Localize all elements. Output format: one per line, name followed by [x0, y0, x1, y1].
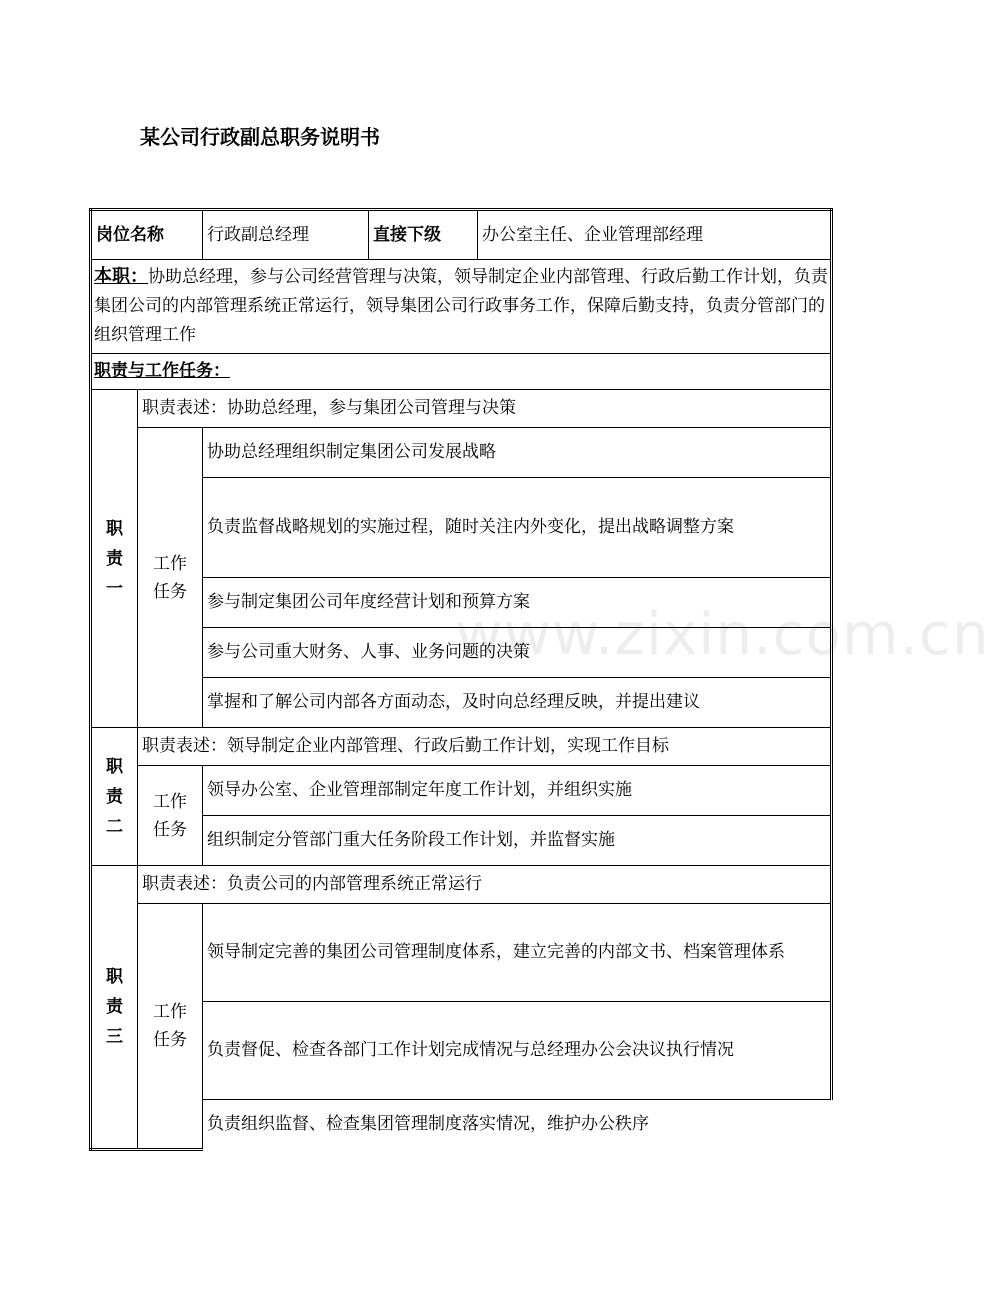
duty-1-task-row	[91, 428, 832, 478]
task-label-line: 任务	[153, 581, 187, 602]
task-label-line: 工作	[153, 553, 187, 574]
duty-2-task-2: 组织制定分管部门重大任务阶段工作计划，并监督实施	[203, 816, 832, 866]
duty-2-task-1: 领导办公室、企业管理部制定年度工作计划，并组织实施	[203, 766, 832, 816]
duty-1-statement-row	[91, 390, 832, 428]
job-description-table	[89, 208, 833, 1151]
duty-3-task-3: 负责组织监督、检查集团管理制度落实情况，维护办公秩序	[203, 1100, 832, 1150]
position-label: 岗位名称	[91, 210, 203, 260]
task-label-line: 工作	[153, 1002, 187, 1022]
duty-1-task-row	[91, 678, 832, 728]
duty-2-task-row	[91, 816, 832, 866]
duty-3-label-char: 三	[106, 1027, 123, 1047]
duty-1-label	[91, 390, 138, 728]
duty-2-label-char: 责	[106, 786, 123, 807]
section-heading: 职责与工作任务：	[91, 354, 832, 390]
duty-2-label	[91, 728, 138, 866]
subordinate-label: 直接下级	[369, 210, 478, 260]
duty-3-task-row	[91, 904, 832, 1002]
duty-3-statement-row	[91, 866, 832, 904]
summary-row	[91, 260, 832, 354]
duty-3-task-1: 领导制定完善的集团公司管理制度体系，建立完善的内部文书、档案管理体系	[203, 904, 832, 1002]
duty-1-task-2: 负责监督战略规划的实施过程，随时关注内外变化，提出战略调整方案	[203, 478, 832, 578]
duty-2-task-label	[138, 766, 203, 866]
duty-3-statement: 职责表述：负责公司的内部管理系统正常运行	[138, 866, 832, 904]
summary-label: 本职：	[94, 266, 148, 287]
duty-3-label-char: 职	[106, 967, 123, 987]
duty-1-task-4: 参与公司重大财务、人事、业务问题的决策	[203, 628, 832, 678]
duty-3-task-row	[91, 1100, 832, 1150]
duty-2-label-char: 二	[106, 816, 123, 837]
duty-1-task-label	[138, 428, 203, 728]
duty-1-task-1: 协助总经理组织制定集团公司发展战略	[203, 428, 832, 478]
subordinate-value: 办公室主任、企业管理部经理	[478, 210, 832, 260]
duty-3-task-row	[91, 1002, 832, 1100]
duty-1-label-char: 一	[106, 578, 123, 599]
duty-1-label-char: 责	[106, 548, 123, 569]
duty-3-label-char: 责	[106, 997, 123, 1017]
watermark: www.zixin.com.cn	[455, 600, 990, 668]
duty-1-task-row	[91, 478, 832, 578]
duty-1-task-row	[91, 628, 832, 678]
duty-1-task-5: 掌握和了解公司内部各方面动态，及时向总经理反映，并提出建议	[203, 678, 832, 728]
duty-1-label-char: 职	[106, 518, 123, 539]
duty-1-task-row	[91, 578, 832, 628]
duty-2-statement-row	[91, 728, 832, 766]
task-label-line: 任务	[153, 819, 187, 840]
summary-block	[94, 262, 828, 350]
summary-cell	[91, 260, 832, 354]
duty-1-task-3: 参与制定集团公司年度经营计划和预算方案	[203, 578, 832, 628]
duty-3-task-2: 负责督促、检查各部门工作计划完成情况与总经理办公会决议执行情况	[203, 1002, 832, 1100]
header-row	[91, 210, 832, 260]
task-label-line: 工作	[153, 791, 187, 812]
duty-2-task-row	[91, 766, 832, 816]
task-label-line: 任务	[153, 1030, 187, 1050]
duty-3-task-label	[138, 904, 203, 1150]
summary-text: 协助总经理，参与公司经营管理与决策，领导制定企业内部管理、行政后勤工作计划，负责集团公司的内部管理系统正常运行，领导集团公司行政事务工作，保障后勤支持，负责分管部门的组织管理工作	[94, 267, 828, 345]
duty-3-label	[91, 866, 138, 1150]
document-title: 某公司行政副总职务说明书	[140, 125, 380, 149]
duty-2-label-char: 职	[106, 756, 123, 777]
section-heading-row	[91, 354, 832, 390]
duty-1-statement: 职责表述：协助总经理，参与集团公司管理与决策	[138, 390, 832, 428]
position-value: 行政副总经理	[203, 210, 369, 260]
duty-2-statement: 职责表述：领导制定企业内部管理、行政后勤工作计划，实现工作目标	[138, 728, 832, 766]
